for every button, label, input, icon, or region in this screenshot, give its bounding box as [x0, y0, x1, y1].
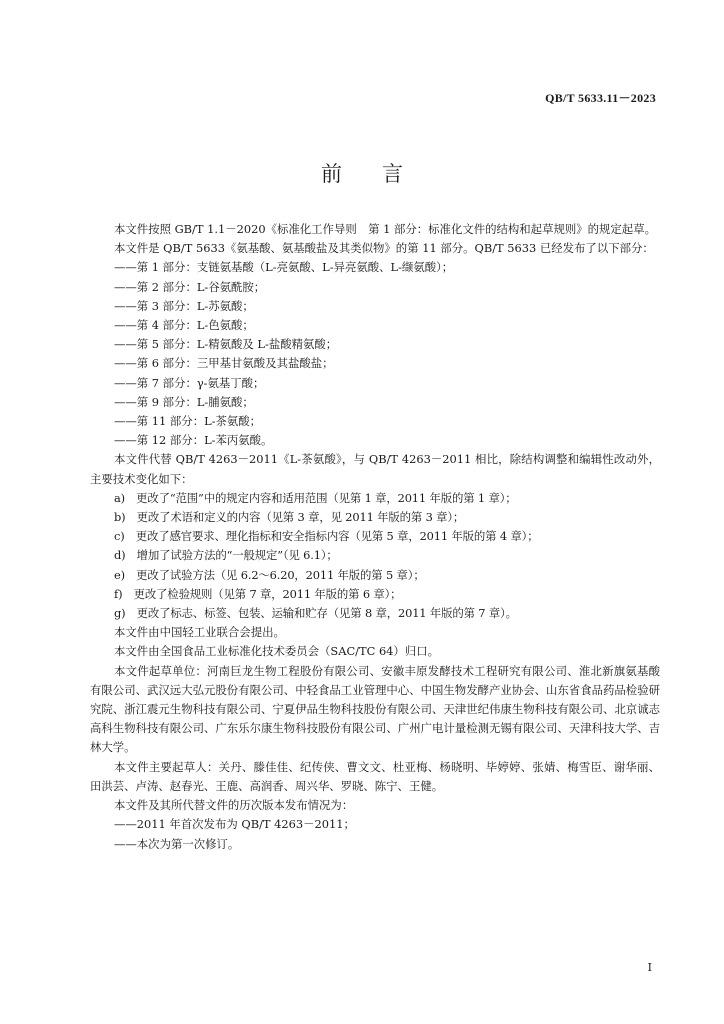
list-item: ——本次为第一次修订。 [114, 836, 240, 851]
page-title: 前言 [321, 162, 443, 186]
list-item: ——第 12 部分：L-苯丙氨酸。 [114, 433, 273, 448]
list-item: d) 增加了试验方法的“一般规定”（见 6.1）； [114, 548, 338, 563]
published-parts-list [90, 258, 660, 450]
list-item: ——第 1 部分：支链氨基酸（L-亮氨酸、L-异亮氨酸、L-缬氨酸）； [114, 260, 454, 275]
list-item: g) 更改了标志、标签、包装、运输和贮存（见第 8 章，2011 年版的第 7 章）。 [114, 606, 517, 621]
list-item: ——第 7 部分：γ-氨基丁酸； [114, 375, 265, 390]
paragraph-drafters: 本文件主要起草人：关丹、滕佳佳、纪传侠、曹文文、杜亚梅、杨晓明、毕婷婷、张婧、梅雪臣、谢华丽、田洪芸、卢涛、赵春光、王鹿、高润香、周兴华、罗晓、陈宁、王健。 [90, 759, 660, 793]
technical-changes-list [90, 489, 660, 623]
version-history-list [90, 815, 660, 853]
list-item: f) 更改了检验规则（见第 7 章，2011 年版的第 6 章）； [114, 586, 402, 601]
paragraph-drafting-units: 本文件起草单位：河南巨龙生物工程股份有限公司、安徽丰原发酵技术工程研究有限公司、淮北新旗氨基酸有限公司、武汉远大弘元股份有限公司、中轻食品工业管理中心、中国生物发酵产业协会、山东省食品药品检验研究院、浙江震元生物科技有限公司、宁夏伊品生物科技股份有限公司、天津世纪伟康生物科技有限公司、北京诚志高科生物科技有限公司、广东乐尔康生物科技股份有限公司、广州广电计量检测无锡有限公司、天津科技大学、吉林大学。 [90, 663, 660, 755]
list-item: ——第 6 部分：三甲基甘氨酸及其盐酸盐； [114, 356, 334, 371]
list-item: ——第 2 部分：L-谷氨酰胺； [114, 279, 266, 294]
list-item: ——第 3 部分：L-苏氨酸； [114, 298, 254, 313]
paragraph-history-intro: 本文件及其所代替文件的历次版本发布情况为： [114, 798, 354, 813]
list-item: e) 更改了试验方法（见 6.2～6.20，2011 年版的第 5 章）； [114, 567, 425, 582]
list-item: ——第 11 部分：L-茶氨酸； [114, 414, 262, 429]
list-item: ——第 5 部分：L-精氨酸及 L-盐酸精氨酸； [114, 337, 338, 352]
list-item: ——2011 年首次发布为 QB/T 4263－2011； [114, 817, 355, 832]
list-item: ——第 4 部分：L-色氨酸； [114, 318, 254, 333]
document-body [90, 220, 660, 854]
page-number: I [647, 961, 652, 974]
paragraph-drafting-rules: 本文件按照 GB/T 1.1－2020《标准化工作导则 第 1 部分：标准化文件的结构和起草规则》的规定起草。 [114, 222, 656, 236]
list-item: c) 更改了感官要求、理化指标和安全指标内容（见第 5 章，2011 年版的第 4 章）； [114, 529, 539, 544]
paragraph-replacement-info: 本文件代替 QB/T 4263－2011《L-茶氨酸》，与 QB/T 4263－2011 相比，除结构调整和编辑性改动外，主要技术变化如下： [90, 452, 660, 486]
paragraph-series-info: 本文件是 QB/T 5633《氨基酸、氨基酸盐及其类似物》的第 11 部分。QB/T 5633 已经发布了以下部分： [114, 241, 654, 256]
list-item: a) 更改了“范围”中的规定内容和适用范围（见第 1 章，2011 年版的第 1 章）； [114, 490, 517, 505]
paragraph-proposer: 本文件由中国轻工业联合会提出。 [114, 625, 285, 640]
list-item: ——第 9 部分：L-脯氨酸； [114, 394, 254, 409]
paragraph-committee: 本文件由全国食品工业标准化技术委员会（SAC/TC 64）归口。 [114, 644, 439, 659]
standard-code: QB/T 5633.11－2023 [545, 91, 656, 105]
list-item: b) 更改了术语和定义的内容（见第 3 章，见 2011 年版的第 3 章）； [114, 510, 465, 525]
